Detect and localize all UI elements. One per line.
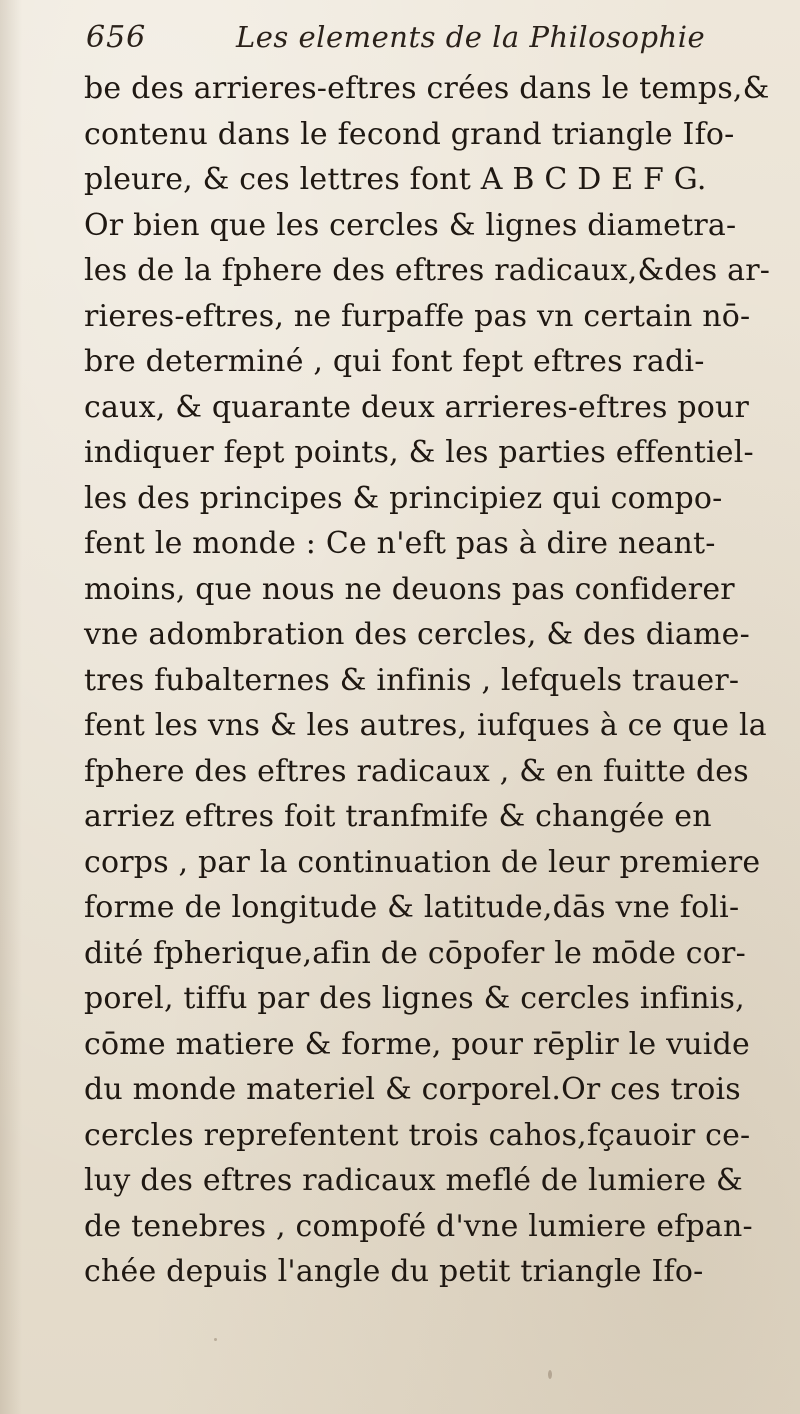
text-line: vne adombration des cercles, & des diame-: [84, 617, 750, 652]
text-line: de tenebres , compofé d'vne lumiere efpan-: [84, 1208, 753, 1244]
text-line: chée depuis l'angle du petit triangle Ifo-: [84, 1254, 704, 1289]
text-line: dité fpherique,afin de cōpofer le mōde cor-: [84, 935, 746, 971]
text-line: contenu dans le fecond grand triangle Ifo-: [84, 116, 735, 152]
ink-speck: [548, 1370, 552, 1379]
ink-speck: [214, 1338, 217, 1341]
text-line: du monde materiel & corporel.Or ces trois: [84, 1072, 741, 1107]
text-line: pleure, & ces lettres font A B C D E F G.: [84, 162, 707, 197]
text-line: Or bien que les cercles & lignes diametra-: [84, 207, 737, 243]
text-line: fent les vns & les autres, iufques à ce que la: [84, 708, 767, 743]
text-line: fent le monde : Ce n'eft pas à dire neant-: [84, 526, 716, 561]
page-number: 656: [86, 20, 147, 55]
text-line: indiquer fept points, & les parties effentiel-: [84, 435, 754, 470]
text-line: les des principes & principiez qui compo-: [84, 480, 723, 516]
text-line: tres fubalternes & infinis , lefquels trauer-: [84, 662, 740, 698]
text-line: cercles reprefentent trois cahos,fçauoir ce-: [84, 1117, 751, 1153]
running-head: Les elements de la Philosophie: [236, 20, 706, 54]
body-text: [84, 66, 774, 1295]
text-line: corps , par la continuation de leur premiere: [84, 844, 761, 880]
text-line: porel, tiffu par des lignes & cercles infinis,: [84, 981, 745, 1016]
text-line: cōme matiere & forme, pour rēplir le vuide: [84, 1026, 750, 1062]
text-line: caux, & quarante deux arrieres-eftres pour: [84, 389, 750, 425]
text-line: rieres-eftres, ne furpaffe pas vn certain nō-: [84, 298, 751, 334]
text-line: moins, que nous ne deuons pas confiderer: [84, 571, 735, 607]
text-line: fphere des eftres radicaux , & en fuitte des: [84, 753, 749, 789]
page-header: [86, 18, 726, 62]
text-line: arriez eftres foit tranfmife & changée en: [84, 799, 712, 834]
text-line: bre determiné , qui font fept eftres radi-: [84, 344, 705, 379]
text-line: be des arrieres-eftres crées dans le temps,&: [84, 71, 770, 106]
text-line: luy des eftres radicaux meflé de lumiere &: [84, 1163, 743, 1198]
text-line: forme de longitude & latitude,dās vne foli-: [84, 890, 740, 925]
text-line: les de la fphere des eftres radicaux,&des ar-: [84, 253, 771, 288]
